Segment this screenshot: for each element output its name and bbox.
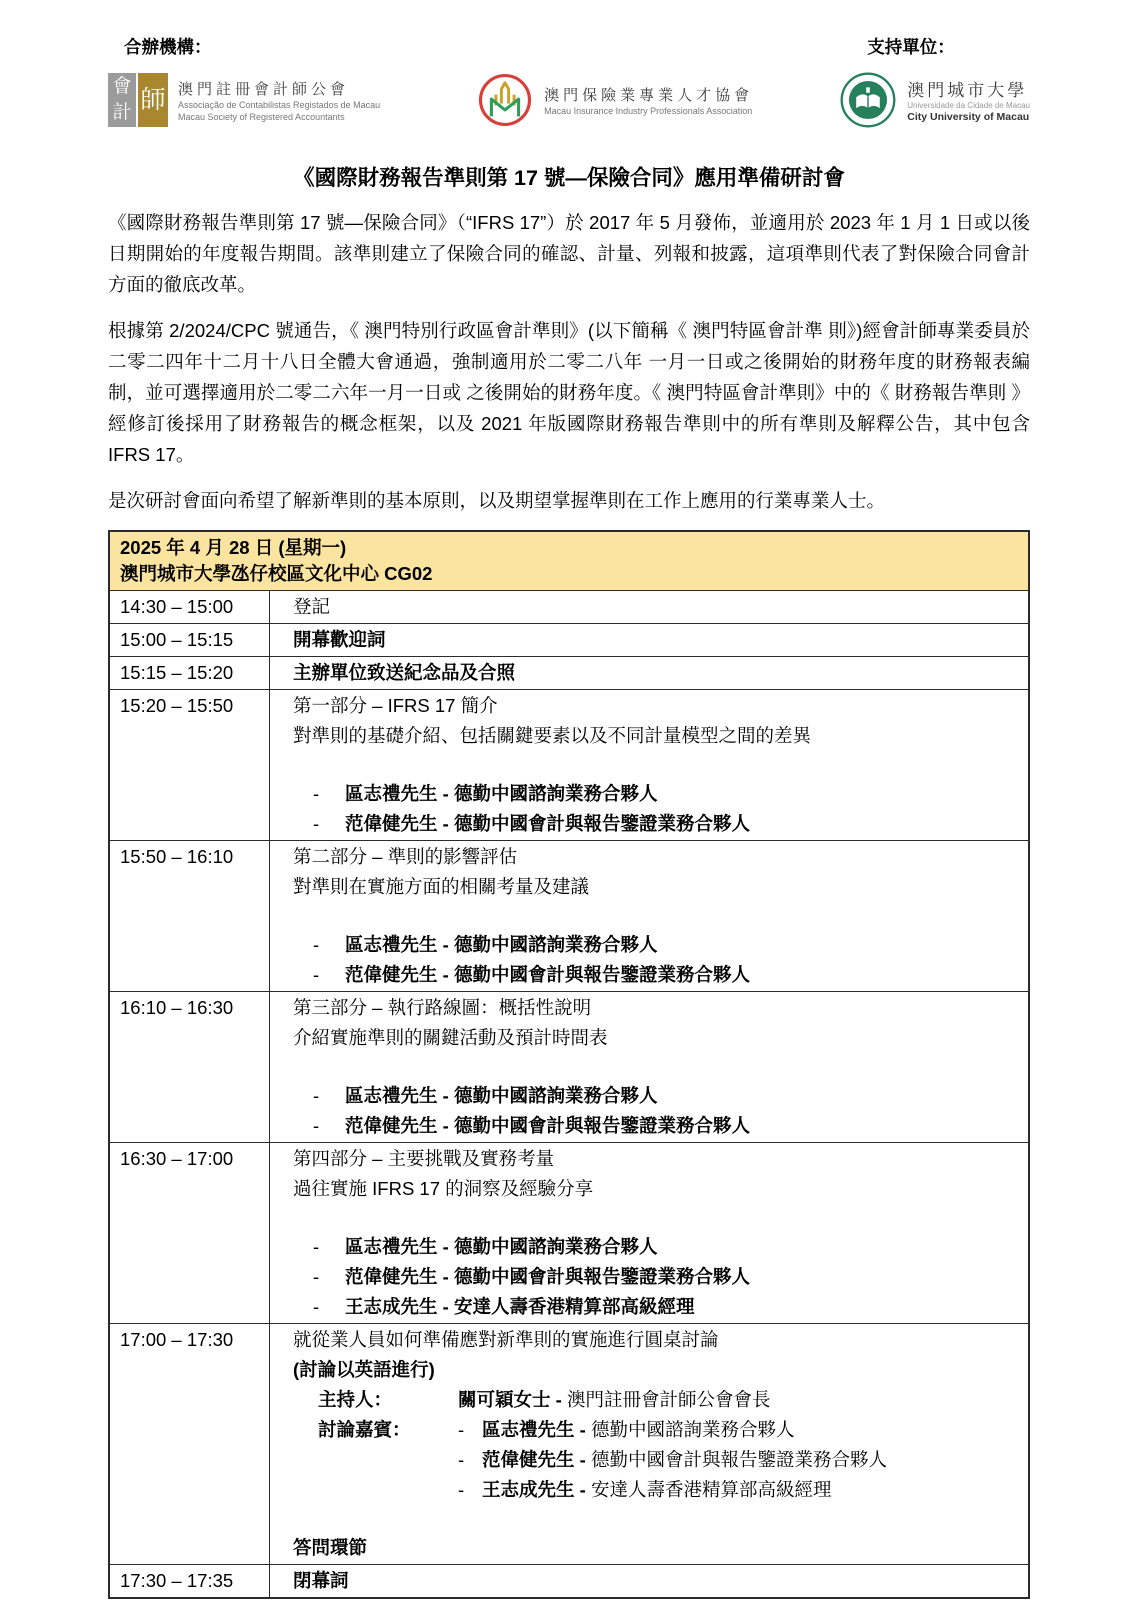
line-gap <box>293 902 1018 930</box>
text-segment: 過往實施 IFRS 17 的洞察及經驗分享 <box>293 1178 594 1199</box>
cell-line <box>293 721 1018 751</box>
intro-paragraph-2: 根據第 2/2024/CPC 號通告，《 澳門特別行政區會計準則》(以下簡稱《 澳門特區會計準 則》)經會計師專業委員於二零二四年十二月十八日全體大會通過，強制適用於二零二八年 一月一日或之後開始的財務年度的財務報表編制，並可選擇適用於二零二六年一月一日或 之後開始的財務年度。《 澳門特區會計準則》中的《 財務報告準則 》經修訂後採用了財務報告的概念框架，以及 2021 年版國際財務報告準則中的所有準則及解釋公告，其中包含 IFRS 17。 <box>108 320 1030 465</box>
cell-line <box>293 658 1018 688</box>
text-segment: 第一部分 – IFRS 17 簡介 <box>293 695 498 716</box>
time-cell: 15:15 – 15:20 <box>110 657 270 689</box>
schedule-rows <box>110 591 1028 1597</box>
miipa-name-en: Macau Insurance Industry Professionals Association <box>544 105 753 116</box>
schedule-row <box>110 992 1028 1143</box>
line-gap <box>293 1053 1018 1081</box>
document-title: 《國際財務報告準則第 17 號—保險合同》應用準備研討會 <box>293 166 845 190</box>
cell-line <box>293 1355 1018 1385</box>
miipa-logo-icon <box>476 71 534 129</box>
cell-line <box>293 872 1018 902</box>
cell-line <box>293 1174 1018 1204</box>
text-segment: 關可穎女士 - <box>458 1389 562 1410</box>
content-cell <box>270 992 1028 1142</box>
bullet-dash: - <box>458 1449 465 1470</box>
co-organizer-label: 合辦機構： <box>124 37 212 57</box>
text-segment: 澳門註冊會計師公會會長 <box>561 1389 771 1410</box>
time-cell: 15:00 – 15:15 <box>110 624 270 656</box>
msra-mark-gold: 師 <box>138 73 168 127</box>
intro-paragraph-3: 是次研討會面向希望了解新準則的基本原則，以及期望掌握準則在工作上應用的行業專業人士。 <box>108 490 886 511</box>
schedule-header <box>110 532 1028 591</box>
text-segment: 區志禮先生 - <box>482 1419 586 1440</box>
schedule-row <box>110 624 1028 657</box>
cell-line <box>293 809 1018 839</box>
tab-line <box>293 1445 1018 1475</box>
co-organizers-block <box>108 34 753 129</box>
content-cell <box>270 841 1028 991</box>
time-cell: 16:10 – 16:30 <box>110 992 270 1142</box>
tab-line <box>293 1475 1018 1505</box>
text-segment: 第四部分 – 主要挑戰及實務考量 <box>293 1148 555 1169</box>
cell-line <box>293 1232 1018 1262</box>
time-cell: 17:30 – 17:35 <box>110 1565 270 1597</box>
supporter-block <box>839 34 1030 129</box>
content-cell <box>270 690 1028 840</box>
schedule-row <box>110 657 1028 690</box>
cityu-name-en: City University of Macau <box>907 111 1030 123</box>
schedule-row <box>110 1324 1028 1565</box>
bullet-dash: - <box>313 1236 320 1257</box>
tab-content <box>458 1445 1018 1475</box>
line-gap <box>293 751 1018 779</box>
miipa-logo <box>476 71 753 129</box>
msra-mark-grey: 會計 <box>108 73 136 127</box>
cell-line <box>293 1566 1018 1596</box>
time-cell: 16:30 – 17:00 <box>110 1143 270 1323</box>
text-segment: 第三部分 – 執行路線圖：概括性說明 <box>293 997 592 1018</box>
text-segment: 主辦單位致送紀念品及合照 <box>293 662 516 683</box>
text-segment: (討論以英語進行) <box>293 1359 435 1380</box>
text-segment: 區志禮先生 - 德勤中國諮詢業務合夥人 <box>345 783 658 804</box>
schedule-date: 2025 年 4 月 28 日 (星期一) <box>120 537 347 558</box>
text-segment: 介紹實施準則的關鍵活動及預計時間表 <box>293 1027 608 1048</box>
cityu-name-zh: 澳門城市大學 <box>907 81 1028 100</box>
bullet-dash: - <box>313 1085 320 1106</box>
msra-logo <box>108 73 380 127</box>
cell-line <box>293 842 1018 872</box>
miipa-logo-text <box>544 84 753 117</box>
tab-label <box>293 1475 458 1505</box>
schedule-row <box>110 690 1028 841</box>
bullet-dash: - <box>458 1479 465 1500</box>
bullet-dash: - <box>313 813 320 834</box>
cityu-logo-icon <box>839 71 897 129</box>
miipa-name-zh: 澳門保險業專業人才協會 <box>544 86 754 104</box>
text-segment: 范偉健先生 - 德勤中國會計與報告鑒證業務合夥人 <box>345 1115 750 1136</box>
tab-content <box>458 1415 1018 1445</box>
msra-logo-text <box>178 78 380 123</box>
organizer-header <box>108 34 1030 129</box>
text-segment: 安達人壽香港精算部高級經理 <box>585 1479 832 1500</box>
bullet-dash: - <box>313 934 320 955</box>
text-segment: 范偉健先生 - <box>482 1449 586 1470</box>
content-cell <box>270 591 1028 623</box>
cell-line <box>293 625 1018 655</box>
text-segment: 登記 <box>293 596 331 617</box>
schedule-row <box>110 1143 1028 1324</box>
time-cell: 15:20 – 15:50 <box>110 690 270 840</box>
tab-line <box>293 1385 1018 1415</box>
tab-content <box>458 1475 1018 1505</box>
bullet-dash: - <box>313 1296 320 1317</box>
msra-name-zh: 澳門註冊會計師公會 <box>178 80 350 98</box>
text-segment: 區志禮先生 - 德勤中國諮詢業務合夥人 <box>345 1085 658 1106</box>
schedule-row <box>110 1565 1028 1597</box>
cell-line <box>293 1023 1018 1053</box>
text-segment: 區志禮先生 - 德勤中國諮詢業務合夥人 <box>345 934 658 955</box>
cell-line <box>293 930 1018 960</box>
text-segment: 對準則的基礎介紹、包括關鍵要素以及不同計量模型之間的差異 <box>293 725 812 746</box>
text-segment: 王志成先生 - 安達人壽香港精算部高級經理 <box>345 1296 695 1317</box>
msra-logo-icon <box>108 73 168 127</box>
intro-paragraph-1: 《國際財務報告準則第 17 號—保險合同》（“IFRS 17”）於 2017 年 5 月發佈，並適用於 2023 年 1 月 1 日或以後日期開始的年度報告期間。該準則建立了保險合同的確認、計量、列報和披露，這項準則代表了對保險合同會計方面的徹底改革。 <box>108 212 1030 295</box>
text-segment: 范偉健先生 - 德勤中國會計與報告鑒證業務合夥人 <box>345 1266 750 1287</box>
time-cell: 14:30 – 15:00 <box>110 591 270 623</box>
tab-label <box>293 1445 458 1475</box>
tab-label: 主持人： <box>318 1389 393 1410</box>
cell-line <box>293 592 1018 622</box>
cell-line <box>293 1111 1018 1141</box>
tab-label: 討論嘉賓： <box>318 1419 411 1440</box>
text-segment: 開幕歡迎詞 <box>293 629 386 650</box>
bullet-dash: - <box>313 964 320 985</box>
content-cell <box>270 1143 1028 1323</box>
cell-line <box>293 1081 1018 1111</box>
cell-line <box>293 1262 1018 1292</box>
text-segment: 答問環節 <box>293 1537 368 1558</box>
bullet-dash: - <box>458 1419 465 1440</box>
supporter-logos <box>839 71 1030 129</box>
time-cell: 15:50 – 16:10 <box>110 841 270 991</box>
cell-line <box>293 1292 1018 1322</box>
text-segment: 閉幕詞 <box>293 1570 349 1591</box>
content-cell <box>270 624 1028 656</box>
bullet-dash: - <box>313 1115 320 1136</box>
schedule-table <box>108 530 1030 1599</box>
text-segment: 王志成先生 - <box>482 1479 586 1500</box>
supporter-label: 支持單位： <box>867 37 955 57</box>
cell-line <box>293 691 1018 721</box>
text-segment: 德勤中國會計與報告鑒證業務合夥人 <box>585 1449 887 1470</box>
co-organizer-logos <box>108 71 753 129</box>
cell-line <box>293 1325 1018 1355</box>
schedule-row <box>110 591 1028 624</box>
content-cell <box>270 657 1028 689</box>
cityu-name-pt: Universidade da Cidade de Macau <box>907 101 1030 110</box>
text-segment: 區志禮先生 - 德勤中國諮詢業務合夥人 <box>345 1236 658 1257</box>
text-segment: 就從業人員如何準備應對新準則的實施進行圓桌討論 <box>293 1329 719 1350</box>
cityu-logo-text <box>907 76 1030 124</box>
bullet-dash: - <box>313 783 320 804</box>
text-segment: 范偉健先生 - 德勤中國會計與報告鑒證業務合夥人 <box>345 964 750 985</box>
cell-line <box>293 1533 1018 1563</box>
content-cell <box>270 1324 1028 1564</box>
schedule-row <box>110 841 1028 992</box>
text-segment: 對準則在實施方面的相關考量及建議 <box>293 876 590 897</box>
text-segment: 德勤中國諮詢業務合夥人 <box>585 1419 795 1440</box>
text-segment: 第二部分 – 準則的影響評估 <box>293 846 518 867</box>
schedule-venue: 澳門城市大學氹仔校區文化中心 CG02 <box>120 563 433 584</box>
msra-name-en: Macau Society of Registered Accountants <box>178 111 345 122</box>
line-gap <box>293 1505 1018 1533</box>
cell-line <box>293 1144 1018 1174</box>
cell-line <box>293 779 1018 809</box>
cell-line <box>293 960 1018 990</box>
bullet-dash: - <box>313 1266 320 1287</box>
text-segment: 范偉健先生 - 德勤中國會計與報告鑒證業務合夥人 <box>345 813 750 834</box>
tab-content <box>458 1385 1018 1415</box>
line-gap <box>293 1204 1018 1232</box>
tab-line <box>293 1415 1018 1445</box>
content-cell <box>270 1565 1028 1597</box>
cityu-logo <box>839 71 1030 129</box>
msra-name-pt: Associação de Contabilistas Registados de Macau <box>178 99 381 110</box>
time-cell: 17:00 – 17:30 <box>110 1324 270 1564</box>
cell-line <box>293 993 1018 1023</box>
